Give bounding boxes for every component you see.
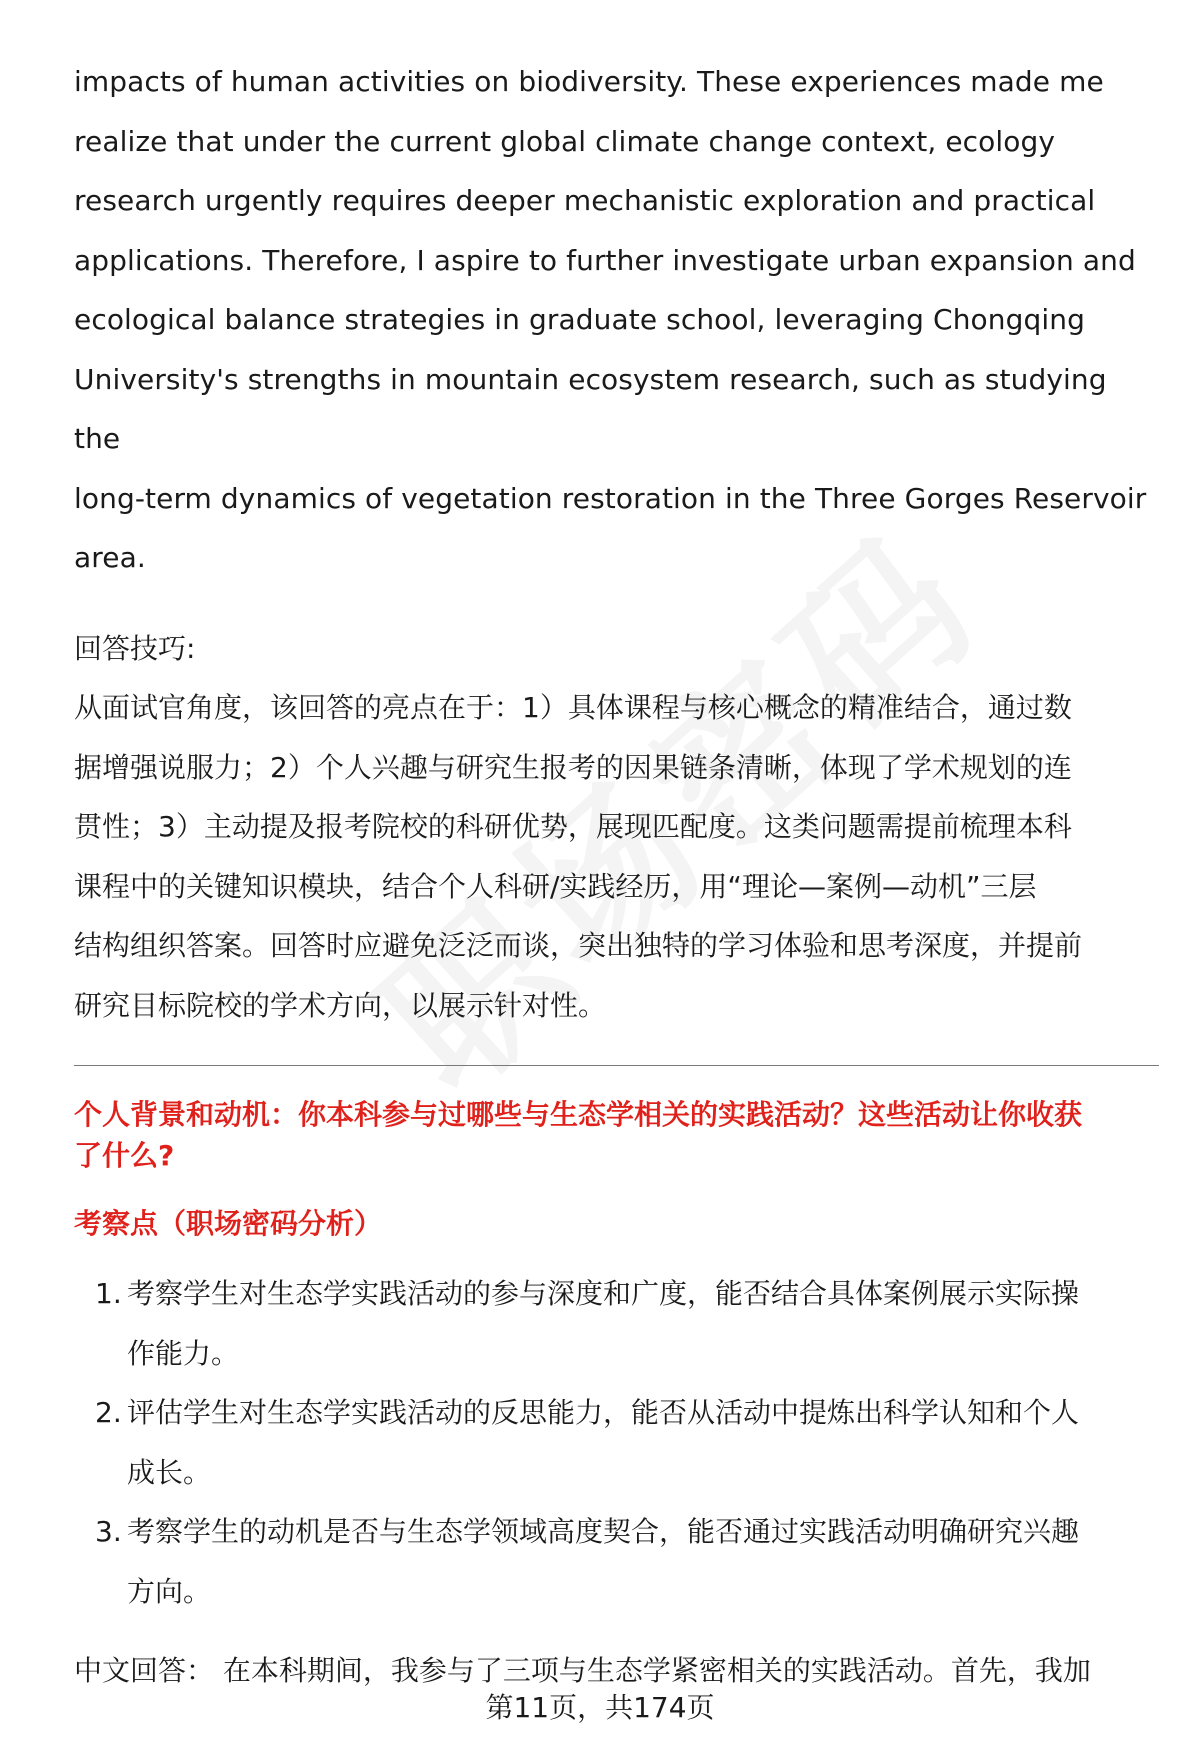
english-paragraph <box>74 52 1159 588</box>
answer-line: 中文回答： 在本科期间，我参与了三项与生态学紧密相关的实践活动。首先，我加 <box>74 1654 1091 1687</box>
document-page <box>74 52 1159 1701</box>
paragraph-line: impacts of human activities on biodiversity. These experiences made me <box>74 65 1104 98</box>
tips-line: 贯性；3）主动提及报考院校的科研优势，展现匹配度。这类问题需提前梳理本科 <box>74 810 1072 843</box>
list-item <box>74 1502 1159 1621</box>
question-line: 个人背景和动机：你本科参与过哪些与生态学相关的实践活动？这些活动让你收获 <box>74 1098 1083 1131</box>
tips-section <box>74 619 1159 1036</box>
tips-line: 研究目标院校的学术方向，以展示针对性。 <box>74 988 607 1022</box>
list-item-number: 2. <box>95 1396 122 1429</box>
list-item-line: 评估学生对生态学实践活动的反思能力，能否从活动中提炼出科学认知和个人 <box>127 1396 1080 1429</box>
list-item-number: 3. <box>95 1515 122 1548</box>
list-item-number: 1. <box>95 1277 122 1310</box>
question-line: 了什么? <box>74 1139 175 1172</box>
tips-label: 回答技巧: <box>74 631 196 665</box>
paragraph-line: ecological balance strategies in graduate school, leveraging Chongqing <box>74 303 1085 336</box>
list-item-line: 作能力。 <box>127 1336 240 1370</box>
question-heading <box>74 1094 1159 1176</box>
paragraph-line: University's strengths in mountain ecosystem research, such as studying the <box>74 362 1107 455</box>
list-item-line: 方向。 <box>127 1574 212 1608</box>
paragraph-line: long-term dynamics of vegetation restoration in the Three Gorges Reservoir <box>74 481 1147 515</box>
tips-line: 据增强说服力；2）个人兴趣与研究生报考的因果链条清晰，体现了学术规划的连 <box>74 750 1072 784</box>
tips-line: 课程中的关键知识模块，结合个人科研/实践经历，用“理论—案例—动机”三层 <box>74 869 1037 903</box>
list-item <box>74 1383 1159 1502</box>
tips-line: 结构组织答案。回答时应避免泛泛而谈，突出独特的学习体验和思考深度，并提前 <box>74 929 1083 962</box>
paragraph-line: area. <box>74 541 146 574</box>
page-number: 第11页，共174页 <box>485 1691 715 1724</box>
list-item <box>74 1264 1159 1383</box>
list-item-line: 考察学生的动机是否与生态学领域高度契合，能否通过实践活动明确研究兴趣 <box>127 1515 1080 1548</box>
tips-line: 从面试官角度，该回答的亮点在于：1）具体课程与核心概念的精准结合，通过数 <box>74 691 1072 724</box>
list-item-line: 成长。 <box>127 1455 212 1489</box>
paragraph-line: research urgently requires deeper mechanistic exploration and practical <box>74 184 1096 217</box>
paragraph-line: realize that under the current global climate change context, ecology <box>74 124 1056 158</box>
section-divider <box>74 1065 1159 1066</box>
assessment-list <box>74 1264 1159 1621</box>
assessment-title: 考察点（职场密码分析） <box>74 1207 383 1240</box>
list-item-line: 考察学生对生态学实践活动的参与深度和广度，能否结合具体案例展示实际操 <box>127 1277 1080 1310</box>
paragraph-line: applications. Therefore, I aspire to further investigate urban expansion and <box>74 243 1136 277</box>
